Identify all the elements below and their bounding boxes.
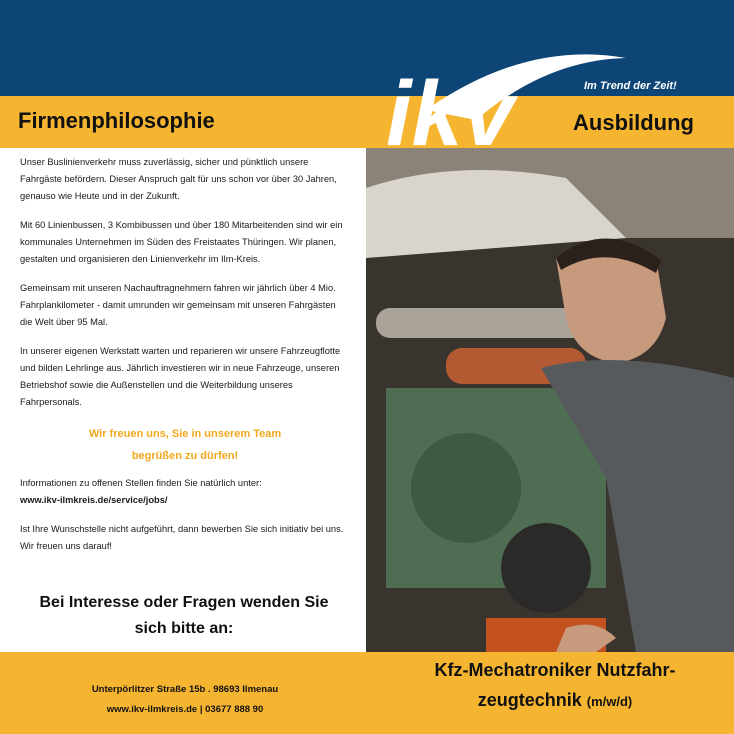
tagline: Im Trend der Zeit!	[584, 80, 677, 92]
jobs-info-text: Informationen zu offenen Stellen finden Sie natürlich unter:	[20, 478, 262, 488]
paragraph-intro: Unser Buslinienverkehr muss zuverlässig, sicher und pünktlich unsere Fahrgäste befördern. Dieser Anspruch galt für uns schon vor über 30 Jahren, genauso wie Heute und in der Zukunft.	[20, 157, 337, 201]
contact-address	[20, 680, 350, 720]
jobs-link[interactable]: www.ikv-ilmkreis.de/service/jobs/	[20, 495, 168, 505]
invite-line-1: Wir freuen uns, Sie in unserem Team	[88, 428, 282, 440]
logo-wordmark: ikv	[386, 63, 514, 160]
invite-text	[20, 423, 350, 467]
mechanic-photo	[366, 148, 734, 652]
job-title-line-1: Kfz-Mechatroniker Nutzfahr-	[434, 660, 676, 680]
ikv-logo	[386, 50, 706, 160]
contact-heading	[14, 590, 354, 642]
contact-line-2: sich bitte an:	[134, 620, 234, 637]
web-phone-line[interactable]: www.ikv-ilmkreis.de | 03677 888 90	[106, 704, 264, 715]
paragraph-workshop: In unserer eigenen Werkstatt warten und reparieren wir unsere Fahrzeugflotte und bilden Lehrlinge aus. Jährlich investieren wir in neue Fahrzeuge, unseren Betriebshof sowie die Außenstellen und die Weiterbildung unseres Fahrpersonals.	[20, 346, 341, 407]
paragraph-kilometers: Gemeinsam mit unseren Nachauftragnehmern fahren wir jährlich über 4 Mio. Fahrplankilometer - damit umrunden wir gemeinsam mit unseren Fahrgästen die Welt über 95 Mal.	[20, 283, 336, 327]
invite-line-2: begrüßen zu dürfen!	[131, 450, 239, 462]
apply-text: Ist Ihre Wunschstelle nicht aufgeführt, dann bewerben Sie sich initiativ bei uns. Wir freuen uns darauf!	[20, 524, 344, 551]
contact-line-1: Bei Interesse oder Fragen wenden Sie	[39, 594, 329, 611]
job-title-suffix: (m/w/d)	[586, 694, 633, 709]
philosophy-text	[20, 154, 350, 567]
philosophy-heading: Firmenphilosophie	[18, 108, 215, 133]
job-title	[376, 655, 734, 717]
engine-illustration	[366, 148, 734, 652]
job-title-line-2: zeugtechnik	[477, 690, 582, 710]
paragraph-company: Mit 60 Linienbussen, 3 Kombibussen und über 180 Mitarbeitenden sind wir ein kommunales Unternehmen im Süden des Freistaates Thüringen. Wir planen, gestalten und organisieren den Linienverkehr im Ilm-Kreis.	[20, 220, 343, 264]
training-heading: Ausbildung	[573, 110, 694, 135]
address-line: Unterpörlitzer Straße 15b . 98693 Ilmenau	[91, 684, 279, 695]
jobs-info	[20, 475, 350, 509]
